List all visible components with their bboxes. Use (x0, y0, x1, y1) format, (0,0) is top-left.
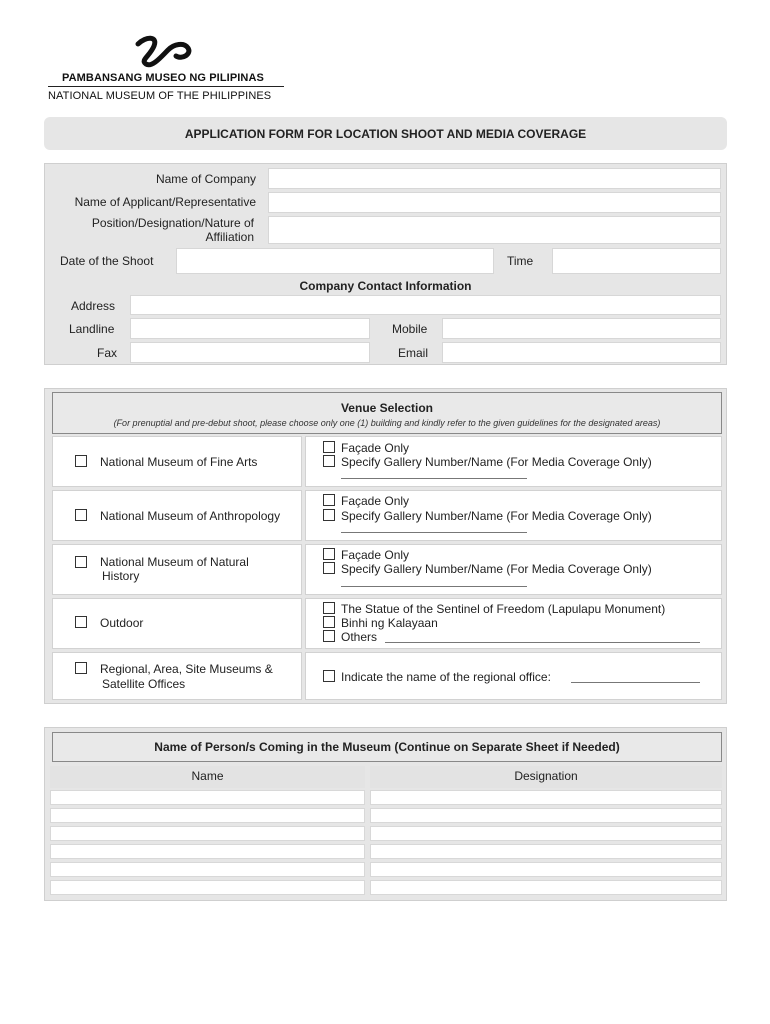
person-designation-cell[interactable] (370, 808, 722, 823)
landline-label: Landline (69, 322, 115, 336)
fine-arts-checkbox[interactable] (75, 455, 87, 467)
date-label: Date of the Shoot (60, 254, 154, 268)
persons-title: Name of Person/s Coming in the Museum (Continue on Separate Sheet if Needed) (52, 732, 722, 762)
address-field[interactable] (130, 295, 721, 315)
logo-divider (48, 86, 284, 87)
email-label: Email (398, 346, 429, 360)
regional-office-label: Indicate the name of the regional office: (341, 670, 551, 684)
fax-label: Fax (97, 346, 118, 360)
time-field[interactable] (552, 248, 721, 274)
natural-history-label-line1: National Museum of Natural (100, 555, 249, 569)
natural-history-gallery-label: Specify Gallery Number/Name (For Media Coverage Only) (341, 562, 652, 576)
natural-history-label-line2: History (102, 569, 140, 583)
others-label: Others (341, 630, 378, 644)
museum-logo (40, 34, 290, 106)
anthropology-checkbox[interactable] (75, 509, 87, 521)
venue-row-regional-name (52, 652, 302, 700)
fine-arts-gallery-checkbox[interactable] (323, 455, 335, 467)
landline-field[interactable] (130, 318, 370, 339)
museum-emblem-icon (132, 34, 202, 70)
anthropology-facade-label: Façade Only (341, 494, 410, 508)
person-designation-cell[interactable] (370, 862, 722, 877)
venue-note: (For prenuptial and pre-debut shoot, please choose only one (1) building and kindly refer to the given guidelines for the designated areas) (113, 418, 661, 428)
fax-field[interactable] (130, 342, 370, 363)
position-label-line2: Affiliation (205, 230, 254, 244)
person-designation-cell[interactable] (370, 790, 722, 805)
regional-office-checkbox[interactable] (323, 670, 335, 682)
venue-title: Venue Selection (340, 401, 434, 415)
company-label: Name of Company (155, 172, 256, 186)
name-column-header: Name (50, 766, 365, 788)
email-field[interactable] (442, 342, 721, 363)
fine-arts-label: National Museum of Fine Arts (100, 455, 258, 469)
person-designation-cell[interactable] (370, 826, 722, 841)
person-name-cell[interactable] (50, 808, 365, 823)
position-label-line1: Position/Designation/Nature of (91, 216, 254, 230)
fine-arts-facade-label: Façade Only (341, 441, 410, 455)
address-label: Address (71, 299, 116, 313)
org-name-filipino: PAMBANSANG MUSEO NG PILIPINAS (62, 72, 264, 84)
regional-office-line[interactable] (571, 670, 700, 686)
outdoor-checkbox[interactable] (75, 616, 87, 628)
binhi-ng-kalayaan-label: Binhi ng Kalayaan (341, 616, 438, 630)
position-field[interactable] (268, 216, 721, 244)
anthropology-gallery-checkbox[interactable] (323, 509, 335, 521)
org-name-english: NATIONAL MUSEUM OF THE PHILIPPINES (48, 90, 272, 102)
outdoor-label: Outdoor (100, 616, 144, 630)
form-title: APPLICATION FORM FOR LOCATION SHOOT AND MEDIA COVERAGE (44, 117, 727, 150)
anthropology-gallery-line[interactable] (341, 519, 527, 536)
binhi-ng-kalayaan-checkbox[interactable] (323, 616, 335, 628)
venue-row-outdoor-name (52, 598, 302, 649)
applicant-label: Name of Applicant/Representative (74, 195, 256, 209)
natural-history-facade-checkbox[interactable] (323, 548, 335, 560)
mobile-field[interactable] (442, 318, 721, 339)
person-name-cell[interactable] (50, 862, 365, 877)
contact-heading: Company Contact Information (299, 279, 472, 293)
anthropology-gallery-label: Specify Gallery Number/Name (For Media Coverage Only) (341, 509, 652, 523)
sentinel-of-freedom-label: The Statue of the Sentinel of Freedom (Lapulapu Monument) (341, 602, 666, 616)
natural-history-checkbox[interactable] (75, 556, 87, 568)
regional-label-line1: Regional, Area, Site Museums & (100, 662, 273, 676)
natural-history-gallery-line[interactable] (341, 573, 527, 590)
natural-history-facade-label: Façade Only (341, 548, 410, 562)
regional-label-line2: Satellite Offices (102, 677, 186, 691)
company-field[interactable] (268, 168, 721, 189)
others-line[interactable] (385, 630, 700, 646)
regional-checkbox[interactable] (75, 662, 87, 674)
time-label: Time (507, 254, 534, 268)
fine-arts-facade-checkbox[interactable] (323, 441, 335, 453)
person-designation-cell[interactable] (370, 844, 722, 859)
anthropology-facade-checkbox[interactable] (323, 494, 335, 506)
natural-history-gallery-checkbox[interactable] (323, 562, 335, 574)
designation-column-header: Designation (370, 766, 722, 788)
person-name-cell[interactable] (50, 844, 365, 859)
fine-arts-gallery-line[interactable] (341, 465, 527, 482)
applicant-field[interactable] (268, 192, 721, 213)
person-designation-cell[interactable] (370, 880, 722, 895)
mobile-label: Mobile (392, 322, 428, 336)
person-name-cell[interactable] (50, 790, 365, 805)
sentinel-of-freedom-checkbox[interactable] (323, 602, 335, 614)
anthropology-label: National Museum of Anthropology (100, 509, 281, 523)
fine-arts-gallery-label: Specify Gallery Number/Name (For Media Coverage Only) (341, 455, 652, 469)
person-name-cell[interactable] (50, 826, 365, 841)
others-checkbox[interactable] (323, 630, 335, 642)
person-name-cell[interactable] (50, 880, 365, 895)
date-field[interactable] (176, 248, 494, 274)
venue-header (52, 392, 722, 434)
venue-row-natural-history-name (52, 544, 302, 595)
